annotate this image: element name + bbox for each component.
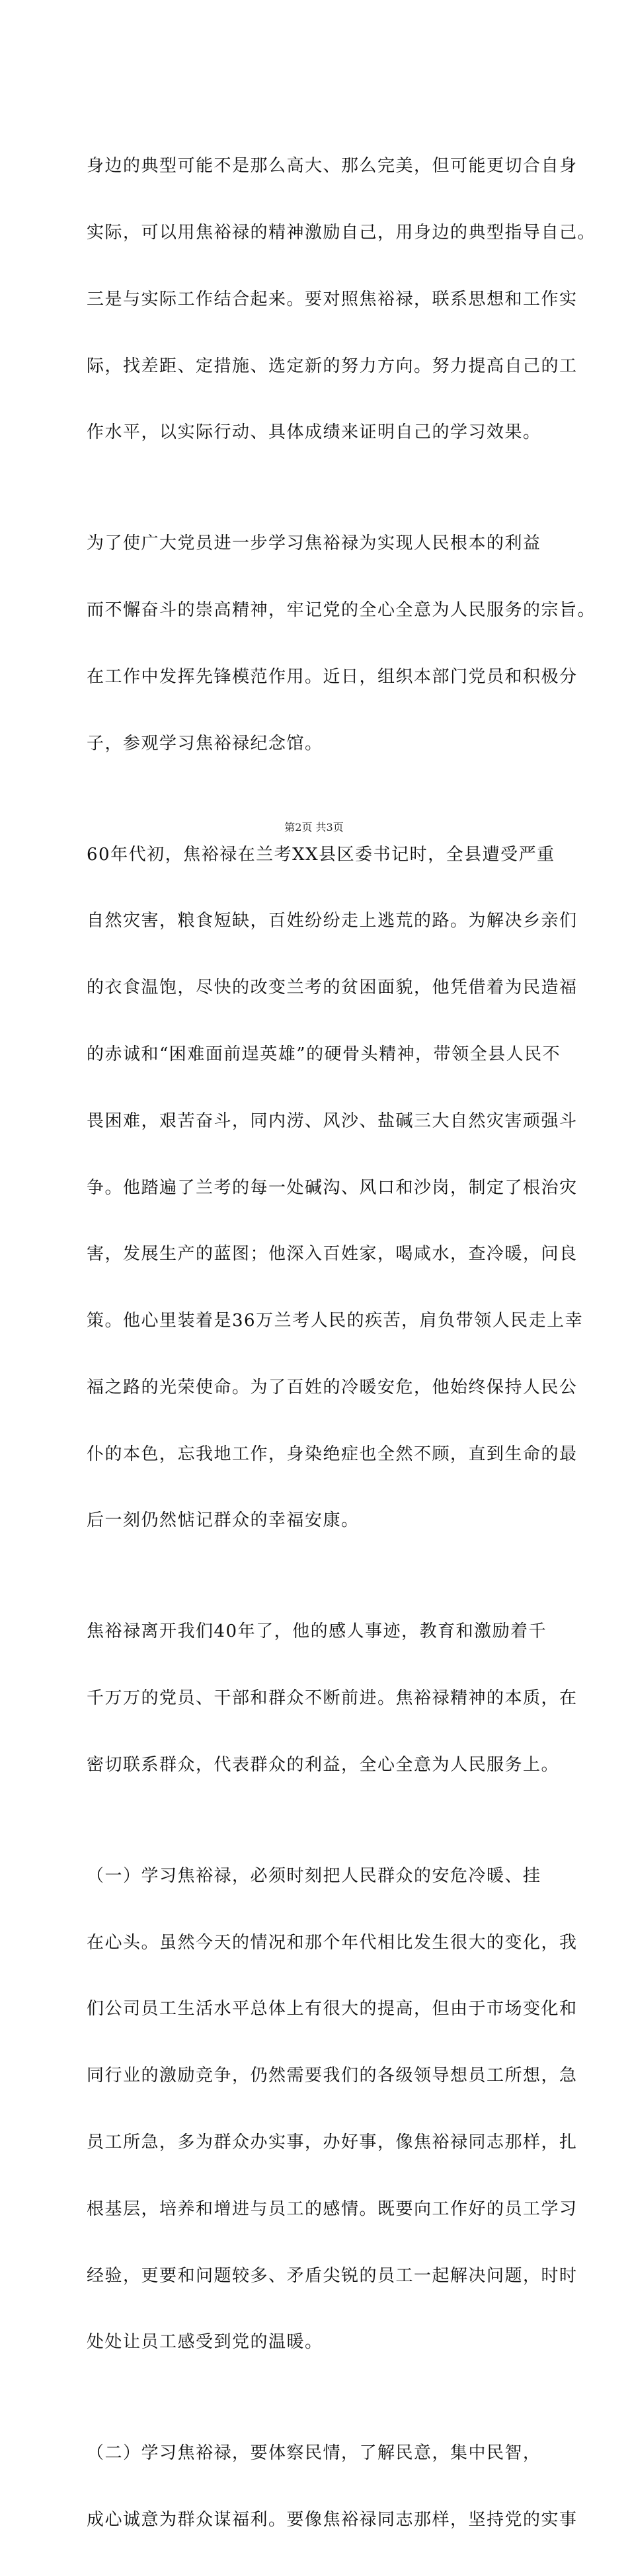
text-line: 害，发展生产的蓝图；他深入百姓家，喝咸水，查冷暖，问良: [87, 1244, 578, 1265]
text-line: （二）学习焦裕禄，要体察民情，了解民意，集中民智，: [87, 2443, 541, 2464]
paragraph-continuation: [87, 111, 596, 488]
text-line: 子，参观学习焦裕禄纪念馆。: [87, 733, 323, 754]
text-line: 作水平，以实际行动、具体成绩来证明自己的学习效果。: [87, 422, 541, 443]
text-line: 畏困难，艰苦奋斗，同内涝、风沙、盐碱三大自然灾害顽强斗: [87, 1111, 578, 1131]
text-line: 际，找差距、定措施、选定新的努力方向。努力提高自己的工: [87, 356, 578, 376]
text-line: 仆的本色，忘我地工作，身染绝症也全然不顾，直到生命的最: [87, 1444, 578, 1464]
text-line: （一）学习焦裕禄，必须时刻把人民群众的安危冷暖、挂: [87, 1865, 541, 1886]
text-line: 福之路的光荣使命。为了百姓的冷暖安危，他始终保持人民公: [87, 1377, 578, 1397]
text-line: 成心诚意为群众谋福利。要像焦裕禄同志那样，坚持党的实事: [87, 2510, 578, 2530]
document-body: [87, 111, 596, 2576]
text-line: 而不懈奋斗的崇高精神，牢记党的全心全意为人民服务的宗旨。: [87, 600, 596, 621]
text-line: 三是与实际工作结合起来。要对照焦裕禄，联系思想和工作实: [87, 289, 578, 309]
text-line: 们公司员工生活水平总体上有很大的提高，但由于市场变化和: [87, 1999, 578, 2019]
paragraph-section-one: [87, 1821, 578, 2398]
text-line: 根基层，培养和增进与员工的感情。既要向工作好的员工学习: [87, 2199, 578, 2219]
text-line: 策。他心里装着是36万兰考人民的疾苦，肩负带领人民走上幸: [87, 1311, 584, 1331]
text-line: 实际，可以用焦裕禄的精神激励自己，用身边的典型指导自己。: [87, 222, 596, 243]
paragraph-1960s: [87, 799, 584, 1577]
text-line: 身边的典型可能不是那么高大、那么完美，但可能更切合自身: [87, 156, 578, 176]
page-number-label: 第2页 共3页: [284, 821, 344, 834]
text-line: 经验，更要和问题较多、矛盾尖锐的员工一起解决问题，时时: [87, 2265, 578, 2286]
text-line: 的赤诚和“困难面前逞英雄”的硬骨头精神，带领全县人民不: [87, 1044, 561, 1064]
text-line: 争。他踏遍了兰考的每一处碱沟、风口和沙岗，制定了根治灾: [87, 1177, 578, 1198]
page-footer: [0, 821, 628, 834]
text-line: 自然灾害，粮食短缺，百姓纷纷走上逃荒的路。为解决乡亲们: [87, 911, 578, 931]
paragraph-section-two: [87, 2398, 578, 2576]
text-line: 后一刻仍然惦记群众的幸福安康。: [87, 1510, 360, 1531]
text-line: 同行业的激励竞争，仍然需要我们的各级领导想员工所想，急: [87, 2066, 578, 2086]
text-line: 密切联系群众，代表群众的利益，全心全意为人民服务上。: [87, 1754, 560, 1775]
text-line: 的衣食温饱，尽快的改变兰考的贫困面貌，他凭借着为民造福: [87, 978, 578, 998]
paragraph-40-years: [87, 1577, 578, 1821]
text-line: 60年代初，焦裕禄在兰考XX县区委书记时，全县遭受严重: [87, 844, 555, 865]
text-line: 为了使广大党员进一步学习焦裕禄为实现人民根本的利益: [87, 533, 541, 554]
text-line: 在心头。虽然今天的情况和那个年代相比发生很大的变化，我: [87, 1932, 578, 1953]
paragraph-visit-museum: [87, 488, 596, 799]
text-line: 焦裕禄离开我们40年了，他的感人事迹，教育和激励着千: [87, 1621, 547, 1642]
text-line: 千万万的党员、干部和群众不断前进。焦裕禄精神的本质，在: [87, 1688, 578, 1709]
text-line: 处处让员工感受到党的温暖。: [87, 2332, 323, 2353]
text-line: 在工作中发挥先锋模范作用。近日，组织本部门党员和积极分: [87, 666, 578, 687]
text-line: 员工所急，多为群众办实事，办好事，像焦裕禄同志那样，扎: [87, 2132, 578, 2153]
